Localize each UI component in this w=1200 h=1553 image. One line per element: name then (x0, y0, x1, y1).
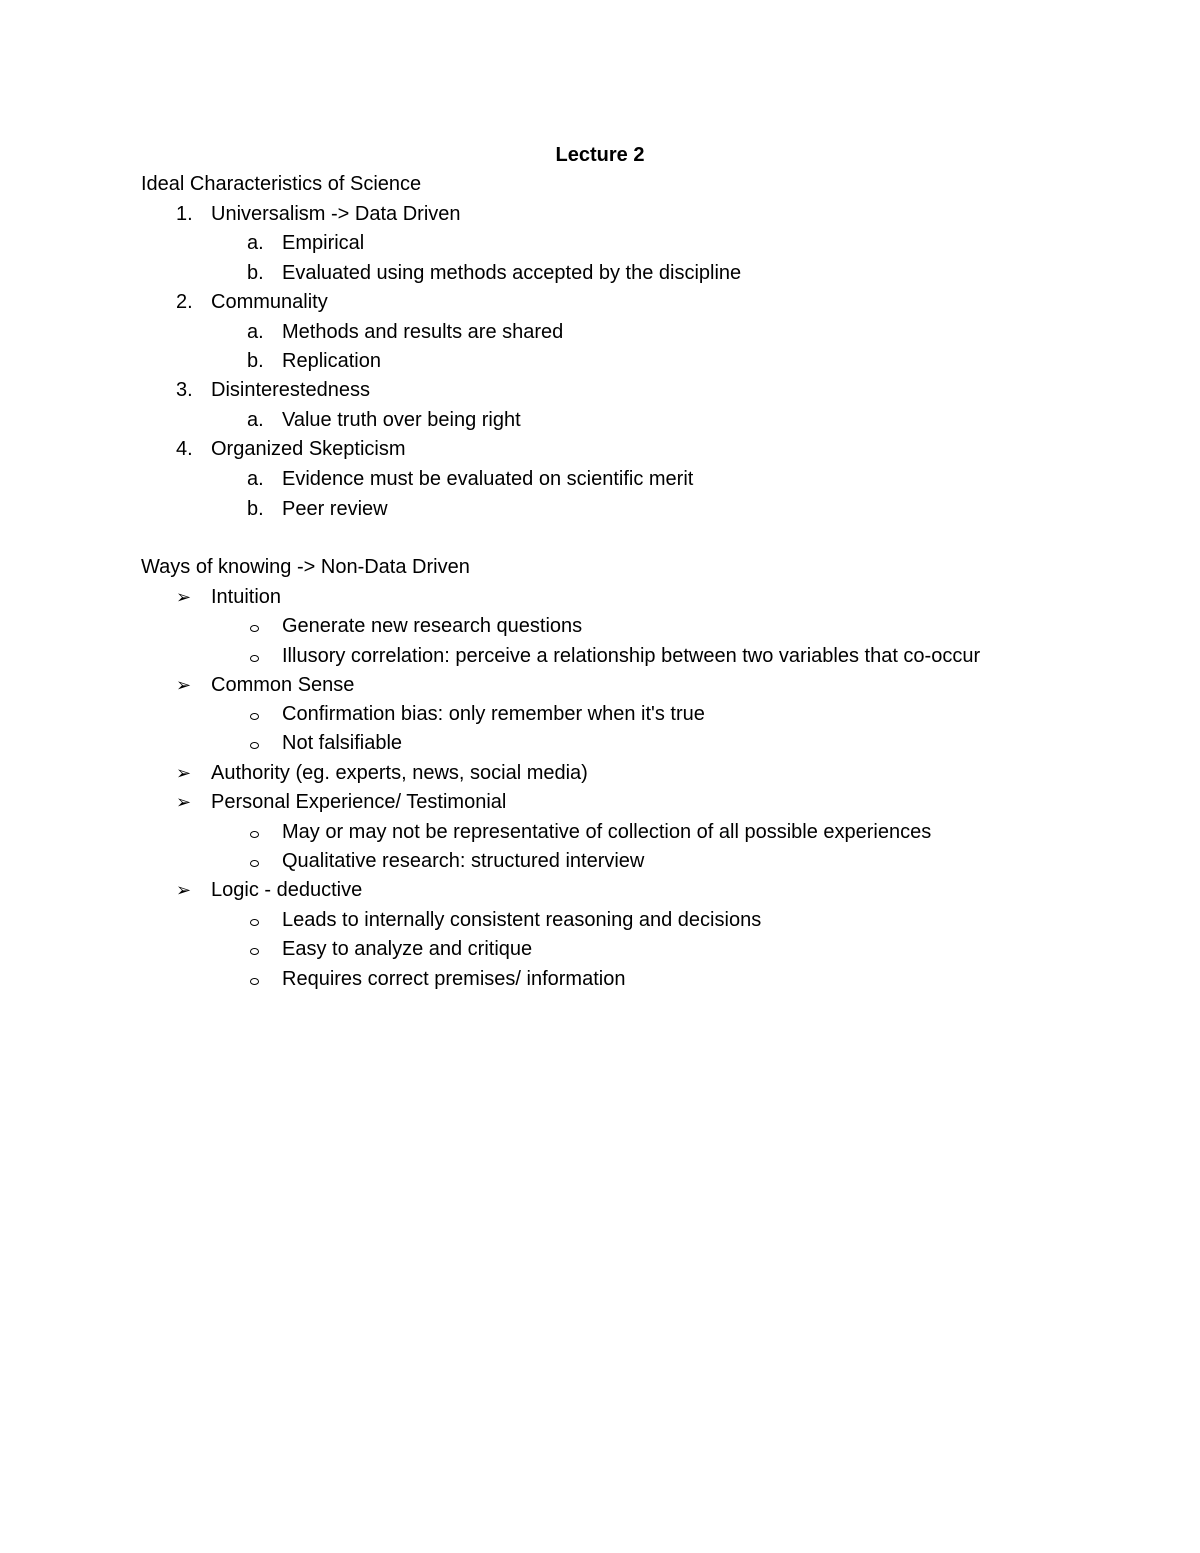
hollow-circle-bullet-icon (247, 849, 277, 873)
list-marker: 2. (176, 291, 193, 313)
sublist-item: Replication (282, 350, 381, 372)
arrowhead-bullet-icon: ➢ (176, 675, 192, 695)
hollow-circle-bullet-icon (247, 614, 277, 638)
sublist-marker: a. (247, 321, 264, 343)
sublist-marker: b. (247, 262, 264, 284)
arrowhead-bullet-icon: ➢ (176, 587, 192, 607)
sub-bullet-item: Generate new research questions (282, 615, 583, 637)
sub-bullet-item: Confirmation bias: only remember when it's true (282, 703, 705, 725)
list-item: Communality (211, 291, 328, 313)
hollow-circle-bullet-icon (247, 967, 277, 991)
sublist-item: Value truth over being right (282, 409, 521, 431)
sublist-marker: a. (247, 232, 264, 254)
sublist-item: Methods and results are shared (282, 321, 564, 343)
bullet-item: Personal Experience/ Testimonial (211, 791, 507, 813)
sub-bullet-item: Leads to internally consistent reasoning and decisions (282, 909, 762, 931)
bullet-item: Logic - deductive (211, 879, 363, 901)
section-heading: Ways of knowing -> Non-Data Driven (141, 556, 470, 578)
sub-bullet-item: Requires correct premises/ information (282, 968, 626, 990)
hollow-circle-bullet-icon (247, 908, 277, 932)
sublist-marker: b. (247, 498, 264, 520)
hollow-circle-bullet-icon (247, 702, 277, 726)
arrowhead-bullet-icon: ➢ (176, 763, 192, 783)
sub-bullet-item: Illusory correlation: perceive a relationship between two variables that co-occur (282, 645, 981, 667)
hollow-circle-bullet-icon (247, 731, 277, 755)
hollow-circle-bullet-icon (247, 820, 277, 844)
sub-bullet-item: May or may not be representative of collection of all possible experiences (282, 821, 932, 843)
hollow-circle-bullet-icon (247, 937, 277, 961)
bullet-item: Common Sense (211, 674, 355, 696)
arrowhead-bullet-icon: ➢ (176, 792, 192, 812)
list-marker: 4. (176, 438, 193, 460)
list-item: Universalism -> Data Driven (211, 203, 461, 225)
sublist-item: Evaluated using methods accepted by the discipline (282, 262, 742, 284)
list-item: Disinterestedness (211, 379, 370, 401)
sublist-item: Peer review (282, 498, 388, 520)
sublist-marker: a. (247, 468, 264, 490)
sub-bullet-item: Easy to analyze and critique (282, 938, 533, 960)
sub-bullet-item: Not falsifiable (282, 732, 403, 754)
arrowhead-bullet-icon: ➢ (176, 880, 192, 900)
sub-bullet-item: Qualitative research: structured interview (282, 850, 645, 872)
list-marker: 3. (176, 379, 193, 401)
list-item: Organized Skepticism (211, 438, 406, 460)
hollow-circle-bullet-icon (247, 644, 277, 668)
sublist-item: Empirical (282, 232, 365, 254)
list-marker: 1. (176, 203, 193, 225)
section-heading: Ideal Characteristics of Science (141, 173, 422, 195)
bullet-item: Intuition (211, 586, 282, 608)
page-title: Lecture 2 (555, 144, 645, 166)
bullet-item: Authority (eg. experts, news, social media) (211, 762, 588, 784)
sublist-marker: b. (247, 350, 264, 372)
sublist-item: Evidence must be evaluated on scientific merit (282, 468, 694, 490)
sublist-marker: a. (247, 409, 264, 431)
